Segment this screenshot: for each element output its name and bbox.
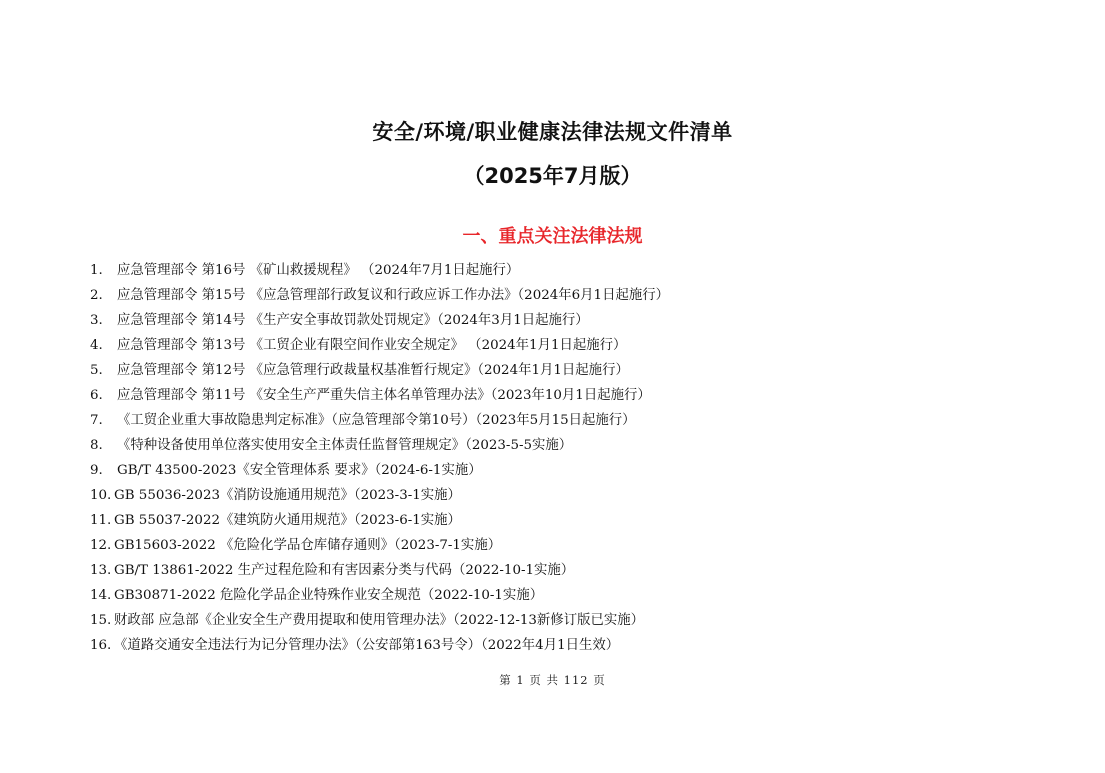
list-item-number: 11. (90, 513, 112, 528)
list-item-number: 9. (90, 463, 103, 478)
list-item (90, 508, 669, 533)
list-item-text: GB/T 13861-2022 生产过程危险和有害因素分类与代码（2022-10-1实施） (114, 563, 575, 578)
list-item-number: 6. (90, 388, 103, 403)
list-item-number: 10. (90, 488, 112, 503)
list-item (90, 458, 669, 483)
list-item-number: 15. (90, 613, 112, 628)
list-item-text: 应急管理部令 第16号 《矿山救援规程》 （2024年7月1日起施行） (117, 263, 520, 278)
list-item (90, 583, 669, 608)
list-item (90, 533, 669, 558)
list-item-text: 财政部 应急部《企业安全生产费用提取和使用管理办法》（2022-12-13新修订版已实施） (114, 613, 645, 628)
list-item-text: 应急管理部令 第15号 《应急管理部行政复议和行政应诉工作办法》（2024年6月1日起施行） (117, 288, 670, 303)
list-item (90, 433, 669, 458)
document-title: 安全/环境/职业健康法律法规文件清单 (372, 120, 733, 144)
list-item-text: GB15603-2022 《危险化学品仓库储存通则》（2023-7-1实施） (114, 538, 502, 553)
law-list (90, 258, 669, 658)
list-item (90, 333, 669, 358)
list-item (90, 633, 669, 658)
list-item-number: 8. (90, 438, 103, 453)
list-item-text: GB 55037-2022《建筑防火通用规范》（2023-6-1实施） (114, 513, 461, 528)
list-item-number: 7. (90, 413, 103, 428)
list-item-number: 14. (90, 588, 112, 603)
page-number-footer: 第 1 页 共 112 页 (499, 673, 606, 687)
list-item (90, 258, 669, 283)
list-item (90, 383, 669, 408)
list-item-number: 12. (90, 538, 112, 553)
list-item-text: 《特种设备使用单位落实使用安全主体责任监督管理规定》（2023-5-5实施） (117, 438, 573, 453)
list-item-number: 3. (90, 313, 103, 328)
list-item-text: 应急管理部令 第11号 《安全生产严重失信主体名单管理办法》（2023年10月1日起施行） (117, 388, 651, 403)
list-item-number: 5. (90, 363, 103, 378)
list-item-number: 16. (90, 638, 112, 653)
list-item (90, 308, 669, 333)
list-item (90, 483, 669, 508)
list-item (90, 558, 669, 583)
list-item (90, 358, 669, 383)
list-item-text: GB 55036-2023《消防设施通用规范》（2023-3-1实施） (114, 488, 461, 503)
section-title: 一、重点关注法律法规 (462, 226, 643, 247)
list-item-text: 应急管理部令 第14号 《生产安全事故罚款处罚规定》（2024年3月1日起施行） (117, 313, 589, 328)
list-item-text: 应急管理部令 第13号 《工贸企业有限空间作业安全规定》 （2024年1月1日起施行） (117, 338, 627, 353)
list-item-number: 4. (90, 338, 103, 353)
list-item-number: 2. (90, 288, 103, 303)
list-item (90, 608, 669, 633)
list-item-number: 13. (90, 563, 112, 578)
list-item-text: 应急管理部令 第12号 《应急管理行政裁量权基准暂行规定》（2024年1月1日起施行） (117, 363, 629, 378)
document-edition: （2025年7月版） (463, 164, 642, 188)
list-item-number: 1. (90, 263, 103, 278)
list-item-text: 《道路交通安全违法行为记分管理办法》（公安部第163号令）（2022年4月1日生效） (114, 638, 620, 653)
list-item-text: 《工贸企业重大事故隐患判定标准》（应急管理部令第10号）（2023年5月15日起施行） (117, 413, 636, 428)
list-item-text: GB/T 43500-2023《安全管理体系 要求》（2024-6-1实施） (117, 463, 482, 478)
list-item (90, 408, 669, 433)
list-item-text: GB30871-2022 危险化学品企业特殊作业安全规范（2022-10-1实施） (114, 588, 544, 603)
list-item (90, 283, 669, 308)
